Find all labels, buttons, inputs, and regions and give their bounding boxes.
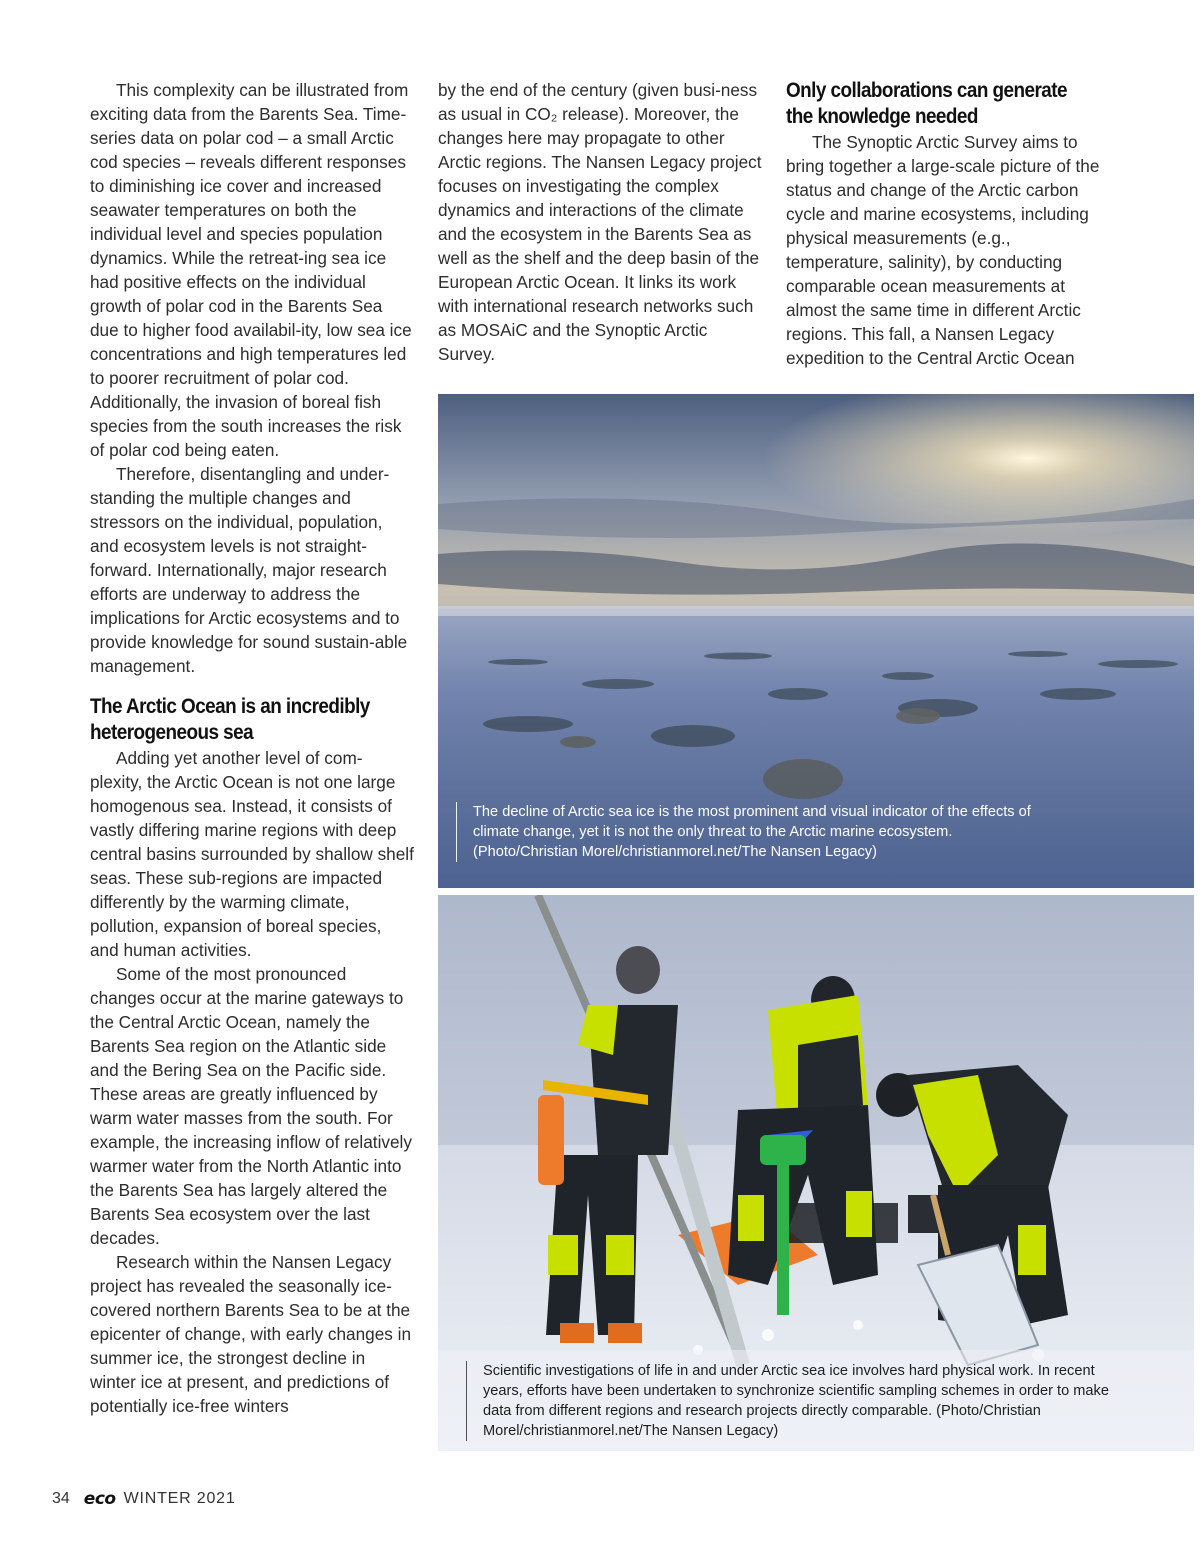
section-heading: The Arctic Ocean is an incredibly heterogeneous sea xyxy=(90,695,370,744)
scientists-photo xyxy=(438,895,1194,1451)
page-footer xyxy=(52,1488,236,1510)
paragraph: This complexity can be illustrated from exciting data from the Barents Sea. Time-series data on polar cod – a small Arctic cod species – reveals different responses to diminishing ice cover and increased seawater temperatures on both the individual level and species population dynamics. While the retreat-ing sea ice had positive effects on the individual growth of polar cod in the Barents Sea due to higher food availabil-ity, low sea ice concentrations and high temperatures led to poorer recruitment of polar cod. Additionally, the invasion of boreal fish species from the south increases the risk of polar cod being eaten. xyxy=(90,80,412,460)
page-number: 34 xyxy=(52,1490,70,1507)
paragraph: by the end of the century (given busi-ness as usual in CO₂ release). Moreover, the changes here may propagate to other Arctic regions. The Nansen Legacy project focuses on investigating the complex dynamics and interactions of the climate and the ecosystem in the Barents Sea as well as the shelf and the deep basin of the European Arctic Ocean. It links its work with international research networks such as MOSAiC and the Synoptic Arctic Survey. xyxy=(438,80,762,364)
paragraph: Therefore, disentangling and under-standing the multiple changes and stressors on the individual, population, and ecosystem levels is not straight-forward. Internationally, major research efforts are underway to address the implications for Arctic ecosystems and to provide knowledge for sound sustain-able management. xyxy=(90,464,408,676)
section-heading: Only collaborations can generate the knowledge needed xyxy=(786,79,1068,128)
photo-caption: The decline of Arctic sea ice is the most prominent and visual indicator of the effects of climate change, yet it is not the only threat to the Arctic marine ecosystem. (Photo/Christian Morel/christianmorel.net/The Nansen Legacy) xyxy=(456,802,1053,862)
article-column-1 xyxy=(90,78,414,1418)
paragraph: The Synoptic Arctic Survey aims to bring together a large-scale picture of the status and change of the Arctic carbon cycle and marine ecosystems, including physical measurements (e.g., temperature, salinity), by conducting comparable ocean measurements at almost the same time in different Arctic regions. This fall, a Nansen Legacy expedition to the Central Arctic Ocean xyxy=(786,132,1100,368)
paragraph: Research within the Nansen Legacy project has revealed the seasonally ice-covered northern Barents Sea to be at the epicenter of change, with early changes in summer ice, the strongest decline in winter ice at present, and predictions of potentially ice-free winters xyxy=(90,1252,412,1416)
sea-ice-photo xyxy=(438,394,1194,888)
magazine-logo: eco xyxy=(83,1489,116,1509)
article-column-3 xyxy=(786,78,1112,370)
paragraph: Some of the most pronounced changes occur at the marine gateways to the Central Arctic Ocean, namely the Barents Sea region on the Atlantic side and the Bering Sea on the Pacific side. These areas are greatly influenced by warm water masses from the south. For example, the increasing inflow of relatively warmer water from the North Atlantic into the Barents Sea has largely altered the Barents Sea ecosystem over the last decades. xyxy=(90,964,412,1248)
article-column-2 xyxy=(438,78,764,366)
paragraph: Adding yet another level of com-plexity, the Arctic Ocean is not one large homogenous sea. Instead, it consists of vastly differing marine regions with deep central basins surrounded by shallow shelf seas. These sub-regions are impacted differently by the warming climate, pollution, expansion of boreal species, and human activities. xyxy=(90,748,414,960)
issue-label: WINTER 2021 xyxy=(123,1490,236,1507)
photo-caption: Scientific investigations of life in and under Arctic sea ice involves hard physical work. In recent years, efforts have been undertaken to synchronize scientific sampling schemes in order to make data from different regions and research projects directly comparable. (Photo/Christian Morel/christianmorel.net/The Nansen Legacy) xyxy=(466,1361,1123,1441)
